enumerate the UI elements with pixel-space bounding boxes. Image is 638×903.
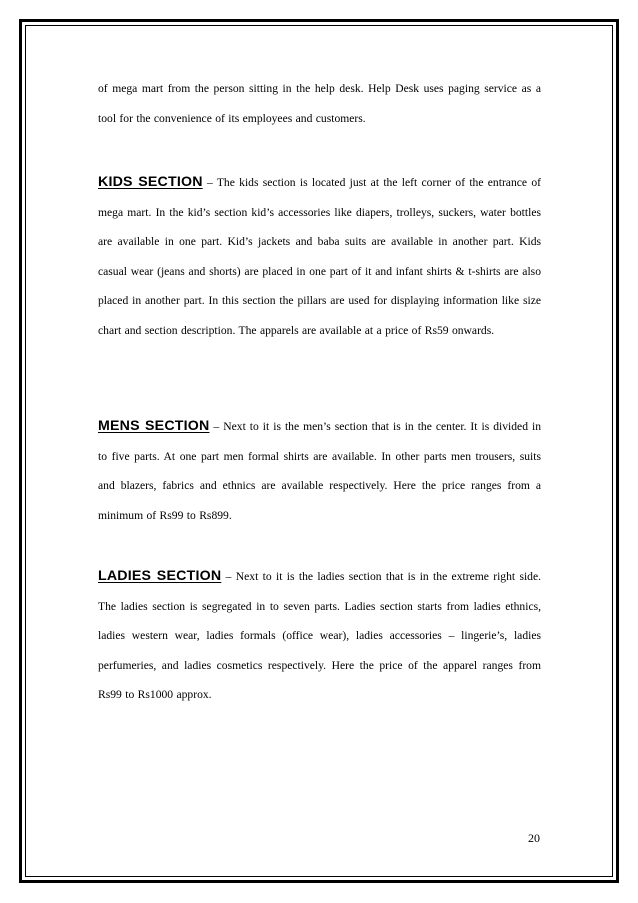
- mens-section-paragraph: [98, 412, 541, 530]
- ladies-section-heading: LADIES SECTION: [98, 568, 222, 584]
- ladies-section-dash: –: [221, 570, 236, 583]
- ladies-section-paragraph: [98, 562, 541, 710]
- page-number: 20: [528, 831, 540, 845]
- kids-section-heading: KIDS SECTION: [98, 174, 203, 190]
- mens-section-dash: –: [209, 420, 224, 433]
- mens-section-heading: MENS SECTION: [98, 418, 210, 434]
- intro-text: of mega mart from the person sitting in the help desk. Help Desk uses paging service as a tool for the convenience of its employees and customers.: [98, 82, 541, 125]
- kids-section-text: The kids section is located just at the left corner of the entrance of mega mart. In the kid’s section kid’s accessories like diapers, trolleys, suckers, water bottles are available in one part. Kid’s jackets and baba suits are available in another part. Kids casual wear (jeans and shorts) are placed in one part of it and infant shirts & t-shirts are also placed in another part. In this section the pillars are used for displaying information like size chart and section description. The apparels are available at a price of Rs59 onwards.: [98, 176, 541, 337]
- intro-paragraph: [98, 74, 541, 133]
- ladies-section-text: Next to it is the ladies section that is in the extreme right side. The ladies section is segregated in to seven parts. Ladies section starts from ladies ethnics, ladies western wear, ladies formals (office wear), ladies accessories – lingerie’s, ladies perfumeries, and ladies cosmetics respectively. Here the price of the apparel ranges from Rs99 to Rs1000 approx.: [98, 570, 542, 701]
- mens-section-text: Next to it is the men’s section that is in the center. It is divided in to five parts. At one part men formal shirts are available. In other parts men trousers, suits and blazers, fabrics and ethnics are available respectively. Here the price ranges from a minimum of Rs99 to Rs899.: [98, 420, 541, 522]
- kids-section-paragraph: [98, 168, 541, 345]
- kids-section-dash: –: [202, 176, 217, 189]
